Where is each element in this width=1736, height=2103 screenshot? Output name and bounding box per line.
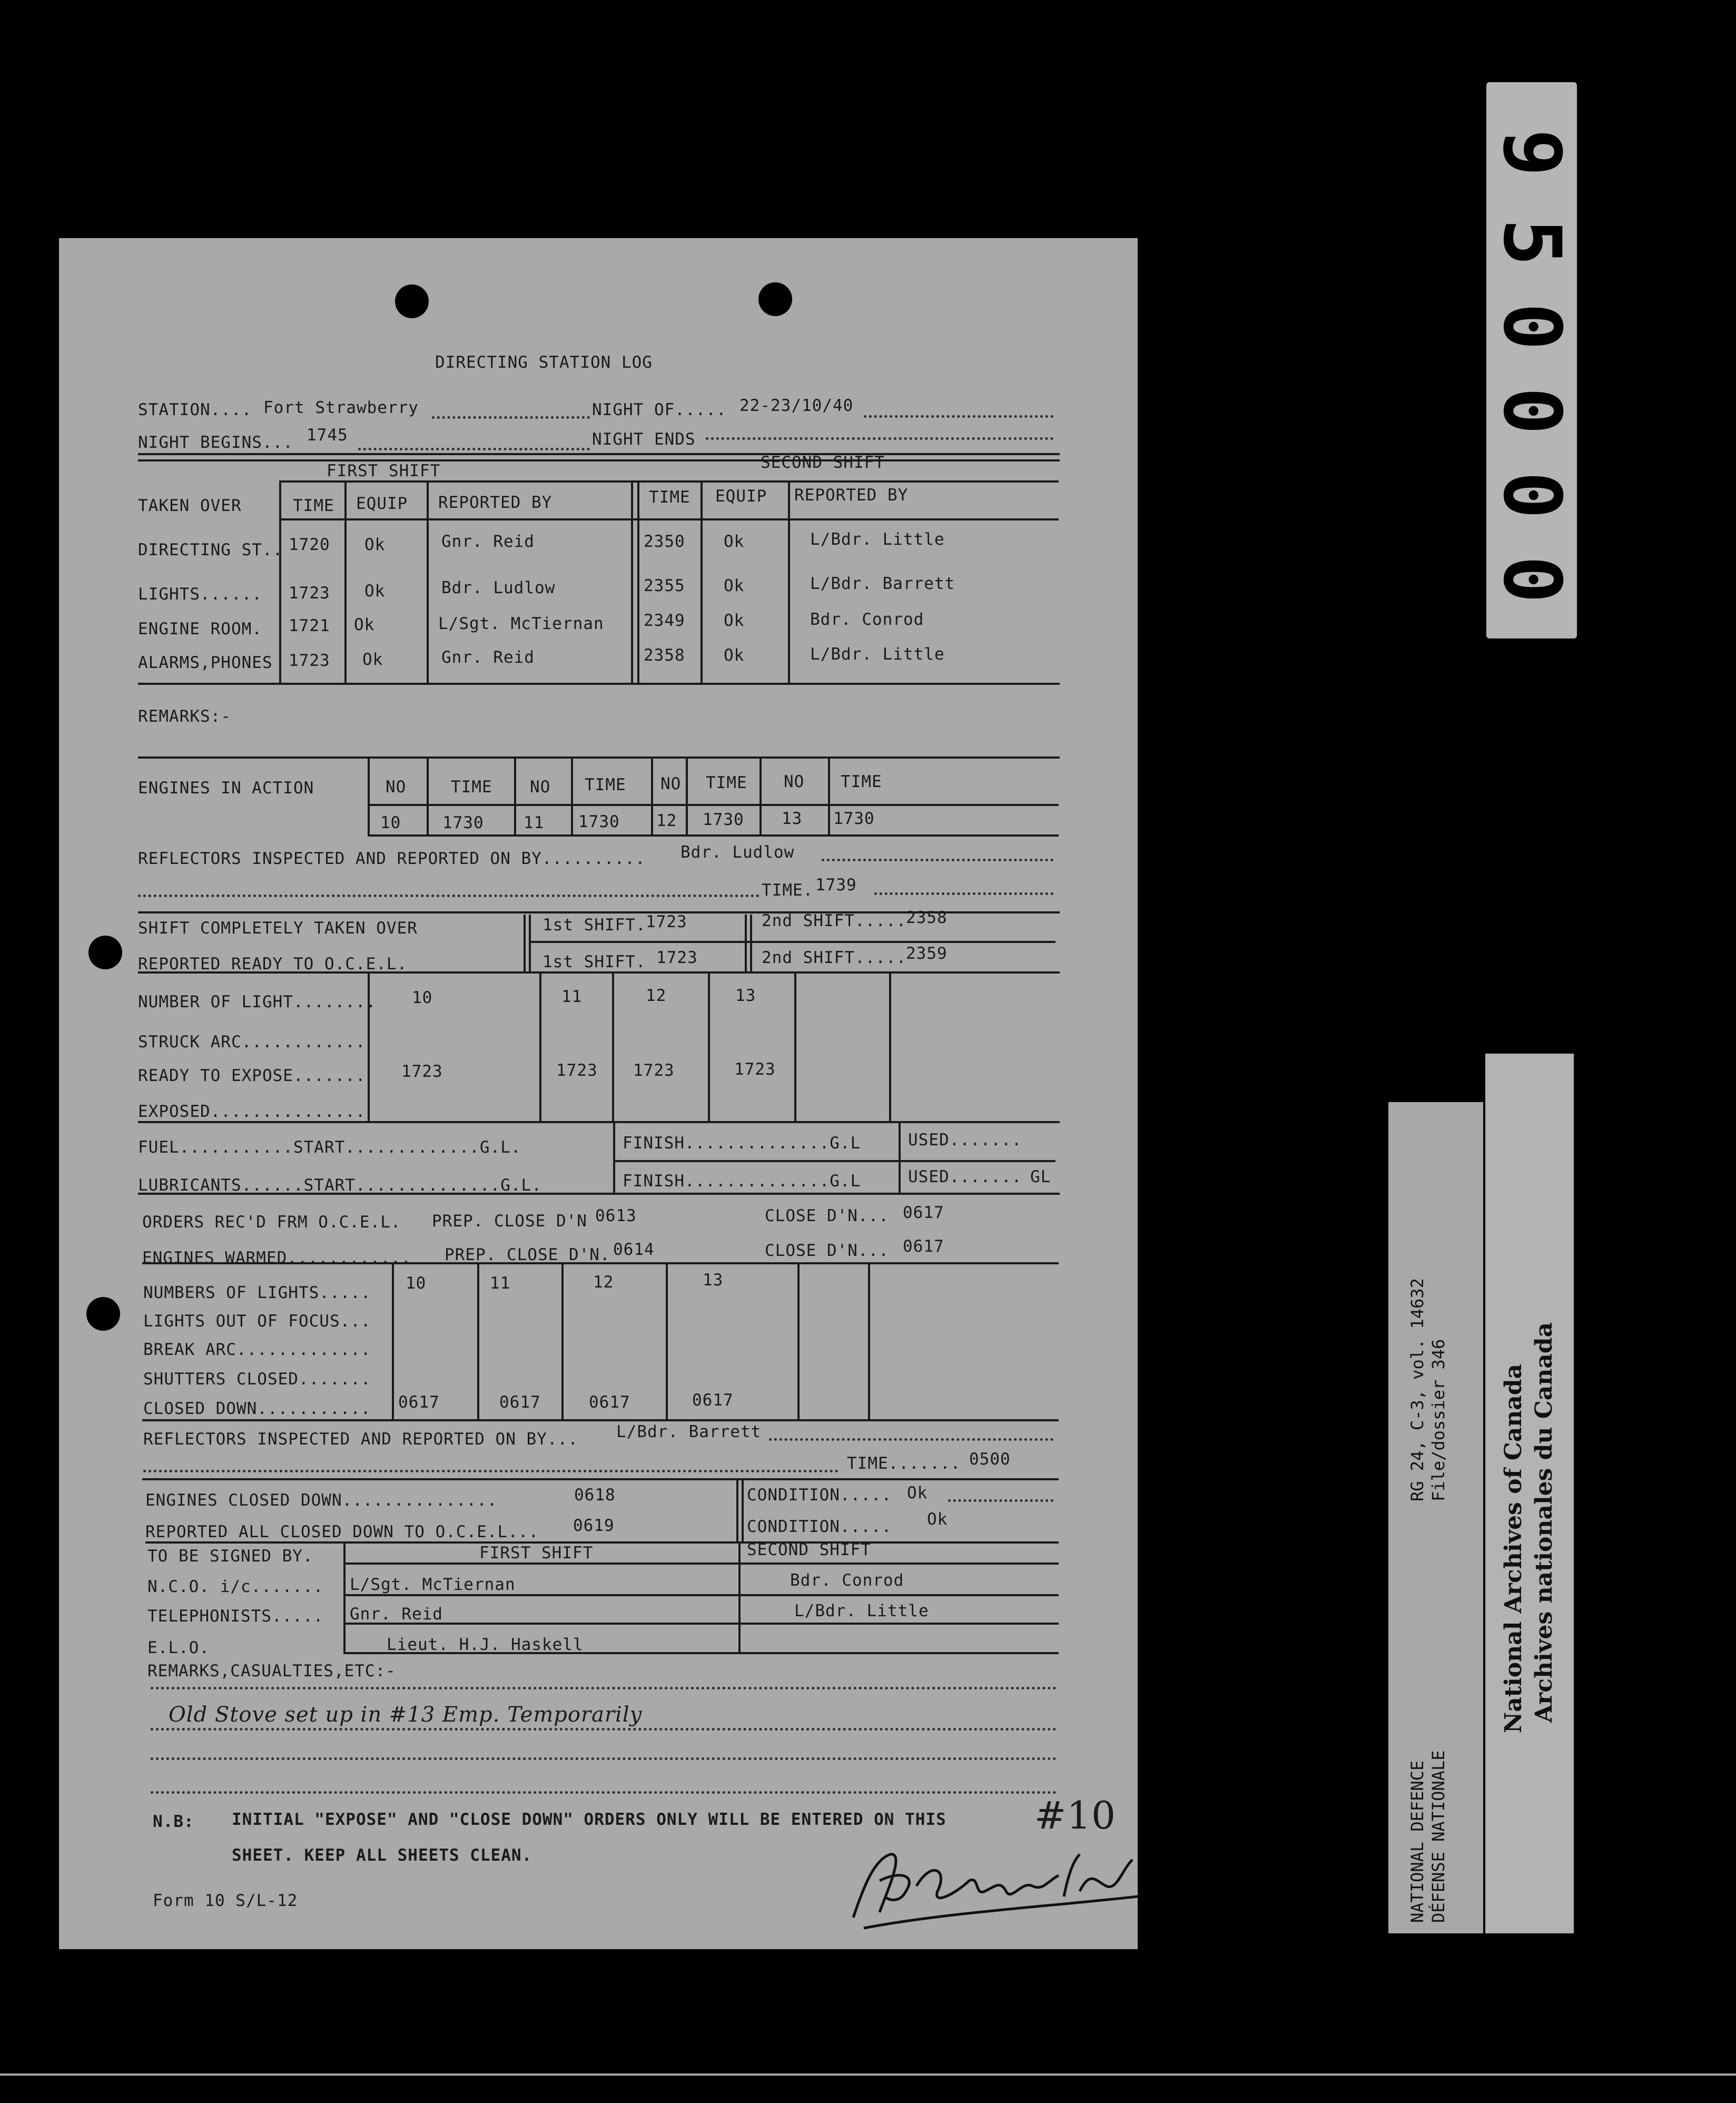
close-row-label: LIGHTS OUT OF FOCUS... bbox=[143, 1312, 371, 1331]
frame-digit: 0 bbox=[1486, 302, 1577, 351]
reflectors-time-value: 1739 bbox=[815, 876, 857, 895]
lights-row-label: READY TO EXPOSE....... bbox=[138, 1066, 366, 1085]
cell-reported: L/Bdr. Barrett bbox=[810, 574, 955, 593]
remarks2-value: Old Stove set up in #13 Emp. Temporarily bbox=[169, 1703, 643, 1727]
rule bbox=[736, 1478, 738, 1541]
rule bbox=[868, 1262, 870, 1420]
rule bbox=[138, 971, 1060, 974]
signed-first: L/Sgt. McTiernan bbox=[350, 1575, 516, 1594]
dotted-line bbox=[822, 859, 1053, 861]
rule bbox=[279, 480, 1059, 483]
row-label: DIRECTING ST.. bbox=[138, 541, 283, 559]
reflectors-value: Bdr. Ludlow bbox=[680, 843, 795, 862]
cell-reported: L/Bdr. Little bbox=[810, 530, 945, 549]
engines-closed-label: ENGINES CLOSED DOWN............... bbox=[145, 1491, 498, 1510]
cell-equip: Ok bbox=[364, 535, 386, 554]
dotted-line bbox=[143, 1470, 839, 1472]
night-ends-label: NIGHT ENDS bbox=[592, 430, 696, 449]
rule bbox=[742, 1478, 744, 1541]
close-row-label: BREAK ARC............. bbox=[143, 1340, 371, 1359]
dotted-line bbox=[151, 1757, 1057, 1760]
rule bbox=[788, 480, 790, 685]
reported-ready-label: REPORTED READY TO O.C.E.L. bbox=[138, 955, 408, 974]
rule bbox=[142, 1419, 1059, 1421]
frame-digit: 9 bbox=[1486, 129, 1577, 177]
dotted-line bbox=[948, 1499, 1053, 1502]
reported-ready-1st-value: 1723 bbox=[656, 948, 698, 967]
rule bbox=[343, 1541, 346, 1654]
frame-digit: 0 bbox=[1486, 471, 1577, 519]
rule bbox=[651, 756, 653, 836]
signed-label: TO BE SIGNED BY. bbox=[147, 1547, 313, 1566]
rule bbox=[889, 971, 891, 1121]
second-shift-header: SECOND SHIFT bbox=[761, 453, 885, 472]
engine-time: 1730 bbox=[703, 810, 744, 829]
nb-label: N.B: bbox=[153, 1812, 194, 1831]
rule bbox=[738, 1541, 741, 1654]
signature bbox=[843, 1839, 1148, 1933]
fuel-label: FUEL...........START.............G.L. bbox=[138, 1138, 521, 1157]
frame-digit: 5 bbox=[1486, 218, 1577, 267]
warmed-close-value: 0617 bbox=[903, 1237, 944, 1256]
form-title: DIRECTING STATION LOG bbox=[435, 353, 653, 372]
reflectors-2-time-label: TIME....... bbox=[847, 1454, 961, 1473]
reflectors-2-label: REFLECTORS INSPECTED AND REPORTED ON BY... bbox=[143, 1430, 578, 1449]
row-label: LIGHTS...... bbox=[138, 585, 262, 604]
cell-time: 1721 bbox=[289, 616, 330, 635]
shift-taken-label: SHIFT COMPLETELY TAKEN OVER bbox=[138, 919, 418, 938]
form-number: Form 10 S/L-12 bbox=[153, 1891, 298, 1910]
dotted-line bbox=[769, 1438, 1053, 1441]
archives-line-2: Archives nationales du Canada bbox=[1531, 1322, 1557, 1723]
rule bbox=[529, 941, 1056, 943]
close-cell: 12 bbox=[593, 1273, 614, 1292]
rule bbox=[750, 915, 752, 972]
lights-cell: 1723 bbox=[556, 1061, 598, 1080]
col-time-2: TIME bbox=[649, 488, 691, 507]
cell-reported: Bdr. Ludlow bbox=[441, 578, 556, 597]
punch-hole bbox=[758, 282, 792, 316]
lubricants-label: LUBRICANTS......START..............G.L. bbox=[138, 1176, 542, 1195]
rule bbox=[138, 1193, 1060, 1195]
rule bbox=[613, 1121, 615, 1195]
rule bbox=[138, 453, 1060, 455]
lights-row-label: EXPOSED............... bbox=[138, 1102, 366, 1121]
dotted-line bbox=[706, 437, 1053, 440]
rule bbox=[138, 683, 1060, 685]
dotted-line bbox=[864, 415, 1053, 418]
engine-time: 1730 bbox=[578, 812, 620, 831]
remarks2-label: REMARKS,CASUALTIES,ETC:- bbox=[147, 1662, 396, 1681]
rule bbox=[477, 1262, 479, 1420]
punch-hole bbox=[395, 284, 429, 318]
cell-equip: Ok bbox=[724, 611, 745, 630]
reported-closed-label: REPORTED ALL CLOSED DOWN TO O.C.E.L... bbox=[145, 1522, 539, 1541]
lubricants-finish-label: FINISH..............G.L bbox=[623, 1172, 861, 1191]
cell-time: 1723 bbox=[289, 651, 330, 670]
lubricants-used-label: USED....... bbox=[908, 1167, 1022, 1186]
dotted-line bbox=[358, 448, 590, 450]
reference-line-2: File/dossier 346 bbox=[1428, 1339, 1448, 1501]
lights-cell: 11 bbox=[561, 987, 583, 1006]
rule bbox=[612, 971, 614, 1121]
engine-time: 1730 bbox=[833, 809, 875, 828]
rule bbox=[138, 459, 1060, 461]
lights-row-label: NUMBER OF LIGHT........ bbox=[138, 992, 377, 1011]
cell-reported: L/Sgt. McTiernan bbox=[438, 614, 604, 633]
col-reported-by-2: REPORTED BY bbox=[794, 486, 909, 505]
reflectors-time-label: TIME. bbox=[762, 881, 814, 900]
engine-no: 12 bbox=[656, 811, 677, 830]
sheet-number: #10 bbox=[1034, 1793, 1116, 1837]
close-cell: 13 bbox=[703, 1271, 724, 1290]
lights-cell: 1723 bbox=[401, 1062, 443, 1081]
rule bbox=[760, 756, 762, 836]
warmed-prep-label: PREP. CLOSE D'N. bbox=[445, 1245, 610, 1264]
signed-row-label: N.C.O. i/c....... bbox=[147, 1577, 324, 1596]
rule bbox=[637, 480, 639, 685]
rule bbox=[539, 971, 541, 1121]
engine-no: 11 bbox=[524, 813, 545, 832]
orders-label: ORDERS REC'D FRM O.C.E.L. bbox=[142, 1213, 401, 1232]
rule bbox=[529, 915, 531, 972]
close-row-label: SHUTTERS CLOSED....... bbox=[143, 1370, 371, 1389]
lights-cell: 1723 bbox=[734, 1060, 776, 1079]
rule bbox=[794, 971, 796, 1121]
nb-line-1: INITIAL "EXPOSE" AND "CLOSE DOWN" ORDERS ONLY WILL BE ENTERED ON THIS bbox=[232, 1810, 946, 1829]
rule bbox=[708, 971, 710, 1121]
shift-taken-1st-label: 1st SHIFT. bbox=[542, 916, 646, 935]
rule bbox=[427, 756, 429, 836]
rule bbox=[686, 756, 688, 836]
col-time-1: TIME bbox=[293, 496, 334, 515]
rule bbox=[613, 1160, 1056, 1162]
dotted-line bbox=[151, 1687, 1057, 1689]
rule bbox=[524, 915, 526, 972]
cell-reported: Gnr. Reid bbox=[441, 648, 535, 667]
shift-taken-2nd-label: 2nd SHIFT..... bbox=[762, 911, 907, 930]
dotted-line bbox=[151, 1791, 1057, 1794]
rule bbox=[142, 1478, 1059, 1480]
condition-2-label: CONDITION..... bbox=[747, 1517, 892, 1536]
signed-second-shift: SECOND SHIFT bbox=[747, 1540, 871, 1559]
close-cell: 0617 bbox=[692, 1391, 734, 1410]
rule bbox=[392, 1262, 394, 1420]
engine-no: 13 bbox=[782, 809, 803, 828]
shift-taken-2nd-value: 2358 bbox=[906, 908, 948, 927]
close-cell: 0617 bbox=[499, 1393, 541, 1412]
rule bbox=[142, 1262, 1059, 1264]
engine-time-header: TIME bbox=[451, 778, 492, 797]
night-of-value: 22-23/10/40 bbox=[739, 396, 854, 415]
cell-time: 1720 bbox=[289, 535, 330, 554]
close-cell: 0617 bbox=[398, 1393, 440, 1412]
rule bbox=[631, 480, 633, 685]
shift-taken-1st-value: 1723 bbox=[646, 912, 687, 931]
condition-1-value: Ok bbox=[907, 1483, 928, 1502]
cell-equip: Ok bbox=[724, 532, 745, 551]
rule bbox=[828, 756, 830, 836]
rule bbox=[343, 1594, 1059, 1596]
fuel-used-label: USED....... bbox=[908, 1131, 1022, 1149]
rule bbox=[343, 1652, 1059, 1654]
rule bbox=[145, 1541, 1059, 1544]
archives-label bbox=[1485, 1054, 1574, 1933]
cell-time: 1723 bbox=[289, 584, 330, 603]
col-taken-over: TAKEN OVER bbox=[138, 496, 242, 515]
row-label: ALARMS,PHONES bbox=[138, 653, 273, 672]
lights-cell: 10 bbox=[412, 988, 433, 1007]
engine-time: 1730 bbox=[442, 813, 484, 832]
archives-line-1: National Archives of Canada bbox=[1500, 1363, 1527, 1733]
close-cell: 11 bbox=[490, 1274, 511, 1293]
condition-2-value: Ok bbox=[927, 1510, 948, 1529]
rule bbox=[514, 756, 516, 836]
dotted-line bbox=[432, 416, 590, 419]
engines-label: ENGINES IN ACTION bbox=[138, 779, 314, 798]
rule bbox=[279, 518, 1059, 520]
first-shift-header: FIRST SHIFT bbox=[327, 461, 441, 480]
rule bbox=[279, 480, 281, 685]
reflectors-2-value: L/Bdr. Barrett bbox=[616, 1422, 762, 1441]
lights-row-label: STRUCK ARC............ bbox=[138, 1033, 366, 1052]
engines-closed-value: 0618 bbox=[574, 1486, 616, 1505]
orders-close-label: CLOSE D'N... bbox=[765, 1206, 889, 1225]
orders-close-value: 0617 bbox=[903, 1203, 944, 1222]
station-value: Fort Strawberry bbox=[263, 398, 419, 417]
signed-second: Bdr. Conrod bbox=[790, 1571, 904, 1590]
cell-time: 2349 bbox=[644, 611, 685, 630]
frame-digit: 0 bbox=[1486, 555, 1577, 604]
night-of-label: NIGHT OF..... bbox=[592, 400, 727, 419]
engine-no-header: NO bbox=[660, 774, 682, 793]
reflectors-2-time-value: 0500 bbox=[969, 1450, 1011, 1469]
warmed-prep-value: 0614 bbox=[613, 1240, 655, 1259]
reflectors-label: REFLECTORS INSPECTED AND REPORTED ON BY.......... bbox=[138, 849, 646, 868]
close-cell: 10 bbox=[406, 1274, 427, 1293]
engine-no: 10 bbox=[380, 813, 401, 832]
engine-time-header: TIME bbox=[706, 773, 747, 792]
col-equip-2: EQUIP bbox=[715, 487, 767, 506]
rule bbox=[368, 834, 1059, 837]
signed-first: Gnr. Reid bbox=[350, 1605, 443, 1624]
rule bbox=[368, 756, 370, 836]
reported-closed-value: 0619 bbox=[573, 1516, 615, 1535]
orders-prep-label: PREP. CLOSE D'N bbox=[432, 1212, 587, 1231]
cell-time: 2358 bbox=[644, 646, 685, 665]
night-begins-label: NIGHT BEGINS... bbox=[138, 433, 293, 452]
close-row-label: CLOSED DOWN........... bbox=[143, 1399, 371, 1418]
defence-line-1: NATIONAL DEFENCE bbox=[1407, 1760, 1427, 1923]
reference-line-1: RG 24, C-3, vol. 14632 bbox=[1407, 1278, 1427, 1501]
rule bbox=[561, 1262, 564, 1420]
cell-time: 2350 bbox=[644, 532, 685, 551]
engine-no-header: NO bbox=[784, 772, 805, 791]
reported-ready-2nd-value: 2359 bbox=[906, 944, 948, 963]
cell-equip: Ok bbox=[364, 582, 386, 601]
film-edge bbox=[0, 2073, 1736, 2076]
dotted-line bbox=[138, 895, 760, 897]
rule bbox=[368, 804, 1059, 806]
rule bbox=[343, 1623, 1059, 1625]
rule bbox=[899, 1121, 901, 1195]
cell-equip: Ok bbox=[724, 576, 745, 595]
dotted-line bbox=[874, 892, 1053, 895]
cell-equip: Ok bbox=[354, 615, 375, 634]
cell-reported: Gnr. Reid bbox=[441, 532, 535, 551]
col-equip-1: EQUIP bbox=[356, 494, 408, 513]
punch-hole bbox=[86, 1297, 120, 1331]
engine-no-header: NO bbox=[386, 778, 407, 797]
orders-prep-value: 0613 bbox=[595, 1206, 637, 1225]
warmed-close-label: CLOSE D'N... bbox=[765, 1241, 889, 1260]
cell-time: 2355 bbox=[644, 576, 685, 595]
close-row-label: NUMBERS OF LIGHTS..... bbox=[143, 1283, 371, 1302]
condition-1-label: CONDITION..... bbox=[747, 1486, 892, 1505]
log-sheet bbox=[59, 238, 1138, 1949]
rule bbox=[344, 480, 347, 685]
rule bbox=[427, 480, 429, 685]
signed-first-shift: FIRST SHIFT bbox=[479, 1544, 594, 1562]
rule bbox=[343, 1562, 1059, 1565]
col-reported-by-1: REPORTED BY bbox=[438, 493, 553, 512]
rule bbox=[138, 756, 1060, 759]
cell-reported: L/Bdr. Little bbox=[810, 645, 945, 664]
rule bbox=[666, 1262, 668, 1420]
lights-cell: 12 bbox=[646, 986, 667, 1005]
defence-line-2: DÉFENSE NATIONALE bbox=[1428, 1750, 1448, 1923]
remarks-label: REMARKS:- bbox=[138, 707, 231, 726]
rule bbox=[797, 1262, 800, 1420]
lubricants-used-value: GL bbox=[1030, 1167, 1051, 1186]
rule bbox=[138, 1121, 1060, 1123]
frame-digit: 0 bbox=[1486, 387, 1577, 435]
engine-time-header: TIME bbox=[585, 775, 626, 794]
rule bbox=[701, 480, 703, 685]
signed-first: Lieut. H.J. Haskell bbox=[387, 1635, 584, 1654]
engine-time-header: TIME bbox=[841, 772, 882, 791]
reported-ready-2nd-label: 2nd SHIFT..... bbox=[762, 948, 907, 967]
cell-equip: Ok bbox=[362, 650, 383, 669]
signed-row-label: TELEPHONISTS..... bbox=[147, 1607, 324, 1626]
engine-no-header: NO bbox=[530, 778, 551, 797]
night-begins-value: 1745 bbox=[307, 426, 348, 445]
lights-cell: 13 bbox=[735, 986, 756, 1005]
station-label: STATION.... bbox=[138, 400, 252, 419]
cell-equip: Ok bbox=[724, 646, 745, 665]
cell-reported: Bdr. Conrod bbox=[810, 610, 924, 629]
signed-row-label: E.L.O. bbox=[147, 1638, 210, 1657]
reported-ready-1st-label: 1st SHIFT. bbox=[542, 952, 646, 971]
warmed-label: ENGINES WARMED............ bbox=[142, 1249, 412, 1267]
dotted-line bbox=[151, 1728, 1057, 1731]
lights-cell: 1723 bbox=[633, 1061, 675, 1080]
punch-hole bbox=[88, 936, 122, 969]
nb-line-2: SHEET. KEEP ALL SHEETS CLEAN. bbox=[232, 1846, 532, 1865]
rule bbox=[745, 915, 747, 972]
rule bbox=[571, 756, 573, 836]
close-cell: 0617 bbox=[589, 1393, 630, 1412]
fuel-finish-label: FINISH..............G.L bbox=[623, 1134, 861, 1153]
signed-second: L/Bdr. Little bbox=[794, 1601, 929, 1620]
row-label: ENGINE ROOM. bbox=[138, 620, 262, 638]
